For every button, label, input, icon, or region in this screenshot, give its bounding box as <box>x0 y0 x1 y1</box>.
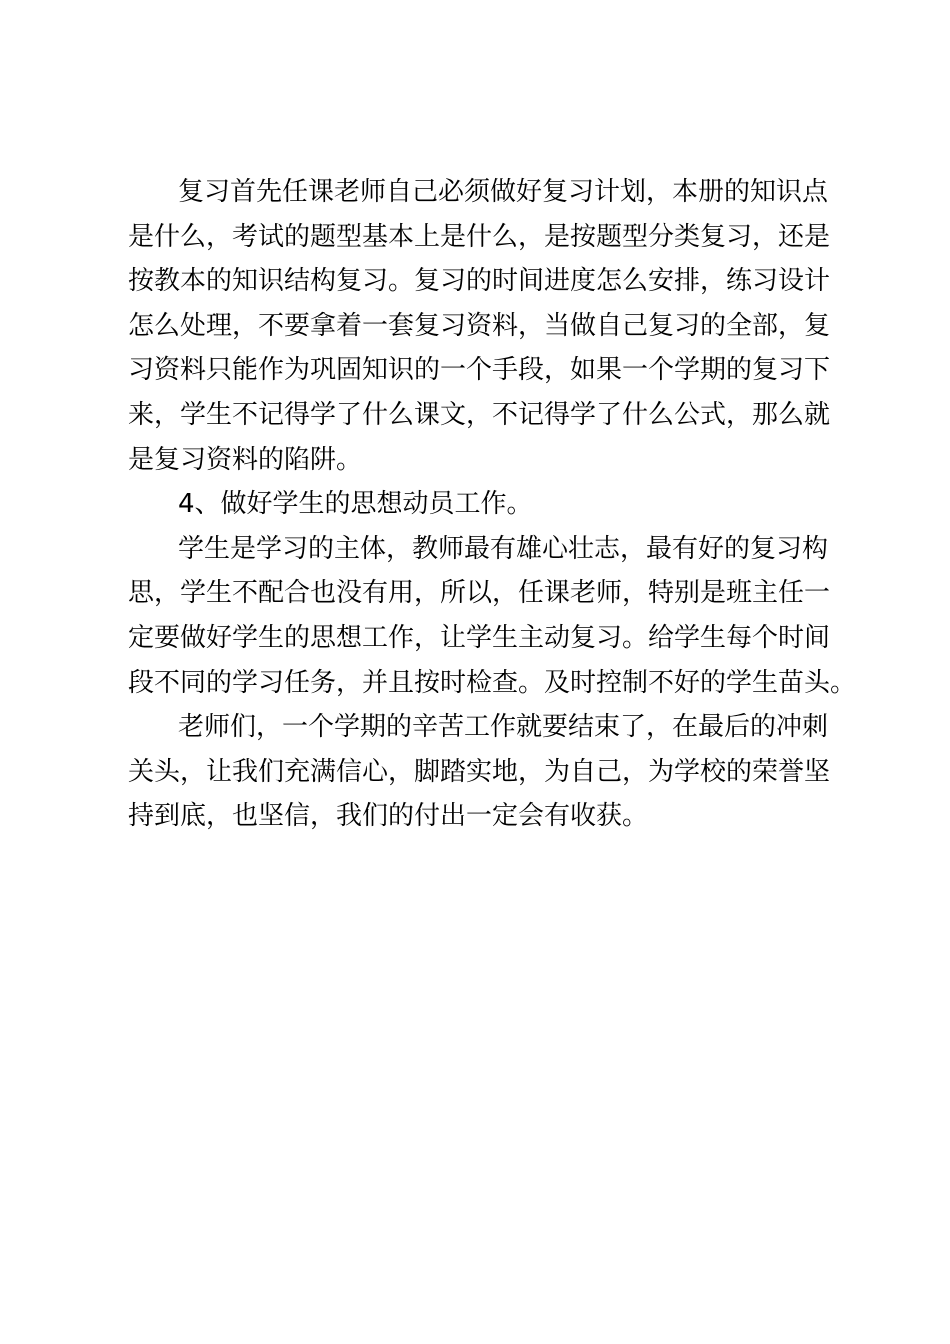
text-line: 复习首先任课老师自己必须做好复习计划，本册的知识点 <box>178 177 829 207</box>
text-line: 持到底，也坚信，我们的付出一定会有收获。 <box>128 801 649 832</box>
text-line: 是复习资料的陷阱。 <box>128 444 363 475</box>
text-line: 按教本的知识结构复习。复习的时间进度怎么安排，练习设计 <box>128 266 831 297</box>
text-line: 定要做好学生的思想工作，让学生主动复习。给学生每个时间 <box>128 622 831 653</box>
text-line: 习资料只能作为巩固知识的一个手段，如果一个学期的复习下 <box>128 355 831 386</box>
text-line: 关头，让我们充满信心，脚踏实地，为自己，为学校的荣誉坚 <box>128 756 831 787</box>
text-line: 怎么处理，不要拿着一套复习资料，当做自己复习的全部，复 <box>128 310 831 341</box>
text-line: 老师们，一个学期的辛苦工作就要结束了，在最后的冲刺 <box>178 712 829 743</box>
text-line: 是什么，考试的题型基本上是什么，是按题型分类复习，还是 <box>128 221 831 252</box>
paragraph-student-motivation <box>128 527 857 705</box>
paragraph-review-plan <box>128 170 832 482</box>
paragraph-closing <box>128 705 832 839</box>
document-body <box>128 170 857 839</box>
text-line: 4、做好学生的思想动员工作。 <box>178 489 533 520</box>
section-heading-4 <box>128 482 832 527</box>
text-line: 思，学生不配合也没有用，所以，任课老师，特别是班主任一 <box>128 578 831 609</box>
text-line: 学生是学习的主体，教师最有雄心壮志，最有好的复习构 <box>178 533 829 564</box>
text-line: 段不同的学习任务，并且按时检查。及时控制不好的学生苗头。 <box>128 667 857 698</box>
text-line: 来，学生不记得学了什么课文，不记得学了什么公式，那么就 <box>128 399 831 430</box>
